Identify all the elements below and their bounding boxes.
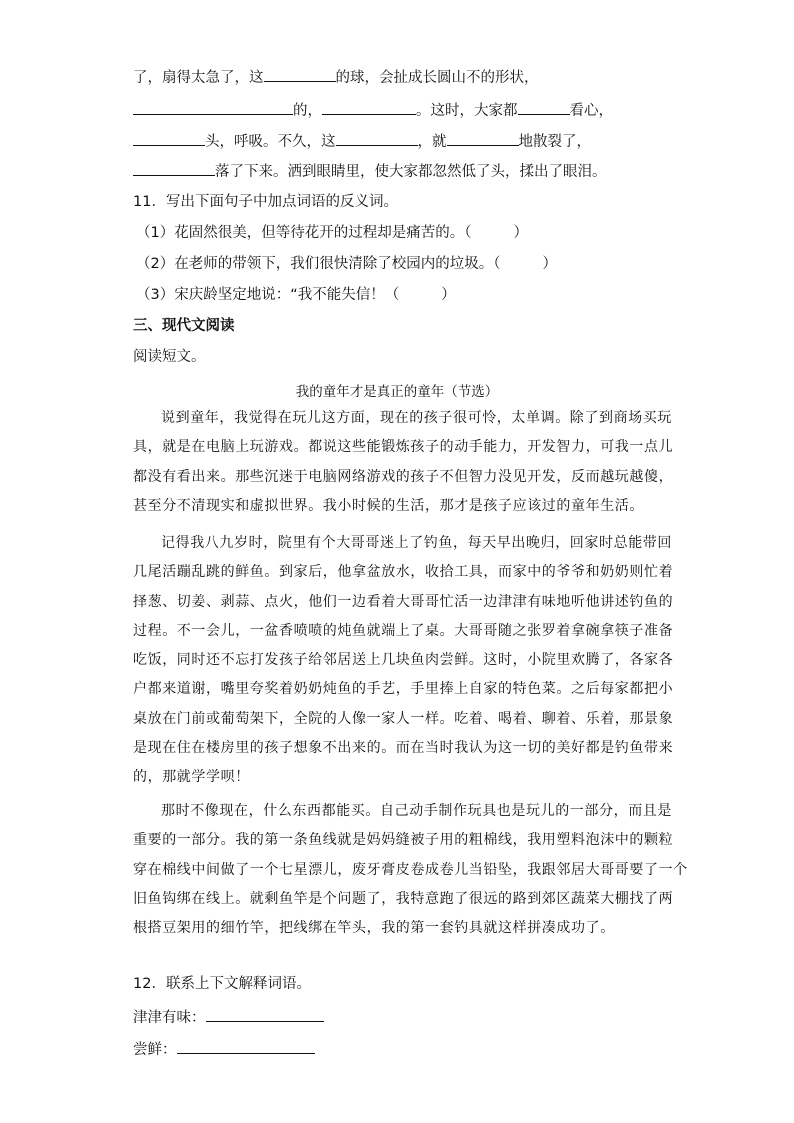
term-label: 津津有味： [133, 1010, 206, 1026]
q11-item-2 [136, 254, 557, 274]
paren-open: （ [384, 287, 400, 303]
text: 了，扇得太急了，这 [133, 70, 264, 86]
text: 地散裂了， [518, 134, 591, 150]
item-text: （2）在老师的带领下，我们很快清除了校园内的垃圾。 [136, 256, 494, 272]
para-line: 桌放在门前或葡萄架下，全院的人像一家人一样。吃着、喝着、聊着、乐着，那景象 [133, 710, 674, 727]
q12-title: 12．联系上下文解释词语。 [133, 976, 311, 992]
answer-blank[interactable] [133, 160, 215, 176]
answer-blank[interactable] [206, 1006, 324, 1022]
text: 头，呼吸。不久，这 [205, 134, 336, 150]
text: 落了下来。洒到眼睛里，使大家都忽然低了头，揉出了眼泪。 [215, 164, 607, 180]
para-line: 穿在棉线中间做了一个七星漂儿，废牙膏皮卷成卷儿当铅坠，我跟邻居大哥哥要了一个 [133, 861, 688, 878]
q12-item-1 [133, 1006, 324, 1028]
paren-close: ） [441, 287, 456, 303]
text: ，就 [417, 134, 447, 150]
para-line: 是现在住在楼房里的孩子想象不出来的。而在当时我认为这一切的美好都是钓鱼带来 [133, 740, 674, 757]
para-line: 都没有看出来。那些沉迷于电脑网络游戏的孩子不但智力没见开发，反而越玩越傻， [133, 468, 674, 485]
paren-close: ） [513, 225, 528, 241]
para-line: 旧鱼钩绑在线上。就剩鱼竿是个问题了，我特意跑了很远的路到郊区蔬菜大棚找了两 [133, 890, 674, 907]
q12-item-2 [133, 1038, 315, 1060]
article-paragraph-1 [133, 404, 674, 521]
article-paragraph-2 [133, 529, 674, 793]
answer-blank[interactable] [177, 1038, 315, 1054]
item-text: （3）宋庆龄坚定地说：“我不能失信！ [136, 287, 385, 303]
text: 的球，会扯成长圆山不的形状， [335, 70, 539, 86]
para-line: 户都来道谢，嘴里夸奖着奶奶炖鱼的手艺，手里捧上自家的特色菜。之后每家都把小 [133, 681, 674, 698]
para-line [133, 404, 672, 433]
text: 记得我八九岁时，院里有个大哥哥迷上了钓鱼，每天早出晚归，回家时总能带回 [161, 535, 672, 551]
paren-open: （ [493, 256, 501, 272]
item-text: （1）花固然很美，但等待花开的过程却是痛苦的。 [136, 225, 465, 241]
answer-blank[interactable] [133, 130, 205, 146]
answer-blank[interactable] [322, 99, 416, 115]
q11-item-1 [136, 223, 528, 243]
answer-blank[interactable] [518, 99, 570, 115]
text: 的， [293, 103, 322, 119]
article-title: 我的童年才是真正的童年（节选） [295, 384, 499, 400]
text: 看心， [569, 103, 613, 119]
para-line: 根搭豆架用的细竹竿，把线绑在竿头，我的第一套钓具就这样拼凑成功了。 [133, 920, 615, 937]
fill-line-1 [133, 66, 539, 88]
para-line: 的，那就学学呗！ [133, 769, 250, 786]
text: 。这时，大家都 [416, 103, 518, 119]
para-line: 具，就是在电脑上玩游戏。都说这些能锻炼孩子的动手能力，开发智力，可我一点儿 [133, 439, 674, 456]
fill-line-2 [133, 99, 613, 121]
paren-open: （ [464, 225, 472, 241]
text: 那时不像现在，什么东西都能买。自己动手制作玩具也是玩儿的一部分，而且是 [161, 803, 672, 819]
section-intro: 阅读短文。 [133, 349, 206, 365]
fill-line-3 [133, 130, 591, 152]
para-line: 重要的一部分。我的第一条鱼线就是妈妈缝被子用的粗棉线，我用塑料泡沫中的颗粒 [133, 832, 674, 849]
q11-title: 11．写出下面句子中加点词语的反义词。 [133, 194, 398, 210]
para-line [133, 529, 672, 558]
para-line: 过程。不一会儿，一盆香喷喷的炖鱼就端上了桌。大哥哥随之张罗着拿碗拿筷子准备 [133, 622, 674, 639]
para-line: 吃饭，同时还不忘打发孩子给邻居送上几块鱼肉尝鲜。这时，小院里欢腾了，各家各 [133, 652, 674, 669]
para-line: 甚至分不清现实和虚拟世界。我小时候的生活，那才是孩子应该过的童年生活。 [133, 497, 644, 514]
para-line [133, 797, 672, 826]
answer-blank[interactable] [264, 66, 336, 82]
fill-line-4 [133, 160, 607, 182]
text: 说到童年，我觉得在玩儿这方面，现在的孩子很可怜，太单调。除了到商场买玩 [161, 410, 672, 426]
para-line: 择葱、切姜、剥蒜、点火，他们一边看着大哥哥忙活一边津津有味地听他讲述钓鱼的 [133, 593, 674, 610]
article-paragraph-3 [133, 797, 688, 943]
q11-item-3 [136, 285, 456, 305]
term-label: 尝鲜： [133, 1042, 177, 1058]
answer-blank[interactable] [336, 130, 418, 146]
para-line: 几尾活蹦乱跳的鲜鱼。到家后，他拿盆放水，收拾工具，而家中的爷爷和奶奶则忙着 [133, 564, 674, 581]
answer-blank[interactable] [447, 130, 519, 146]
answer-blank[interactable] [133, 99, 293, 115]
paren-close: ） [542, 256, 557, 272]
section-heading: 三、现代文阅读 [133, 318, 235, 334]
